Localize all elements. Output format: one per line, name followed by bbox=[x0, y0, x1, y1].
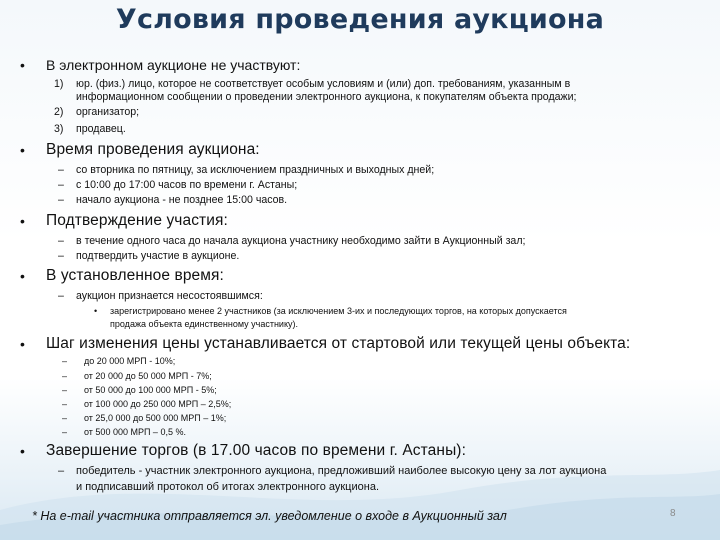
bullet-marker: • bbox=[20, 213, 25, 229]
bullet-confirm-heading: Подтверждение участия: bbox=[46, 212, 228, 229]
bullet-step-heading: Шаг изменения цены устанавливается от стартовой или текущей цены объекта: bbox=[46, 335, 631, 352]
bullet-marker: • bbox=[20, 142, 25, 158]
bullet-finish-heading: Завершение торгов (в 17.00 часов по времени г. Астаны): bbox=[46, 442, 466, 459]
bullet-marker: • bbox=[20, 57, 25, 73]
page-number: 8 bbox=[670, 508, 676, 519]
slide-content: Условия проведения аукциона • В электронном аукционе не участвуют: 1) юр. (физ.) лицо, которое не соответствует особым условиям и (или) доп. требованиям, указанным в информационном сообщении о проведении электронного аукциона, к покупателям объекта продажи; 2) организатор; 3) продавец. • Время проведения аукциона: – со вторника по пятницу, за исключением праздничных и выходных дней; – с 10:00 до 17:00 часов по времени г. Астаны; – начало аукциона - не позднее 15:00 часов. • Подтверждение участия: – в течение одного часа до начала аукциона участнику необходимо зайти в Аукционный зал; – подтвердить участие в аукционе. • В установленное время: – аукцион признается несостоявшимся: • зарегистрировано менее 2 участников (за исключением 3-их и последующих торгов, на которых допускается продажа объекта единственному участнику). • Шаг изменения цены устанавливается от стартовой или текущей цены объекта: – до 20 000 МРП - 10%; – от 20 000 до 50 000 МРП - 7%; – от 50 000 до 100 000 МРП - 5%; – от 100 000 до 250 000 МРП – 2,5%; – от 25,0 000 до 500 000 МРП – 1%; – от 500 000 МРП – 0,5 %. • Завершение торгов (в 17.00 часов по времени г. Астаны): – победитель - участник электронного аукциона, предложивший наиболее высокую цену за лот аукциона и подписавший протокол об итогах электронного аукциона. * На e-mail участника отправляется эл. уведомление о входе в Аукционный зал 8 bbox=[0, 0, 720, 540]
bullet-participants-heading: В электронном аукционе не участвуют: bbox=[46, 57, 301, 73]
bullet-marker: • bbox=[20, 443, 25, 459]
footnote: * На e-mail участника отправляется эл. уведомление о входе в Аукционный зал bbox=[32, 509, 507, 523]
bullet-marker: • bbox=[20, 268, 25, 284]
bullet-ontime-heading: В установленное время: bbox=[46, 267, 224, 284]
bullet-time-heading: Время проведения аукциона: bbox=[46, 141, 260, 158]
slide-title: Условия проведения аукциона bbox=[115, 4, 605, 35]
bullet-marker: • bbox=[20, 336, 25, 352]
